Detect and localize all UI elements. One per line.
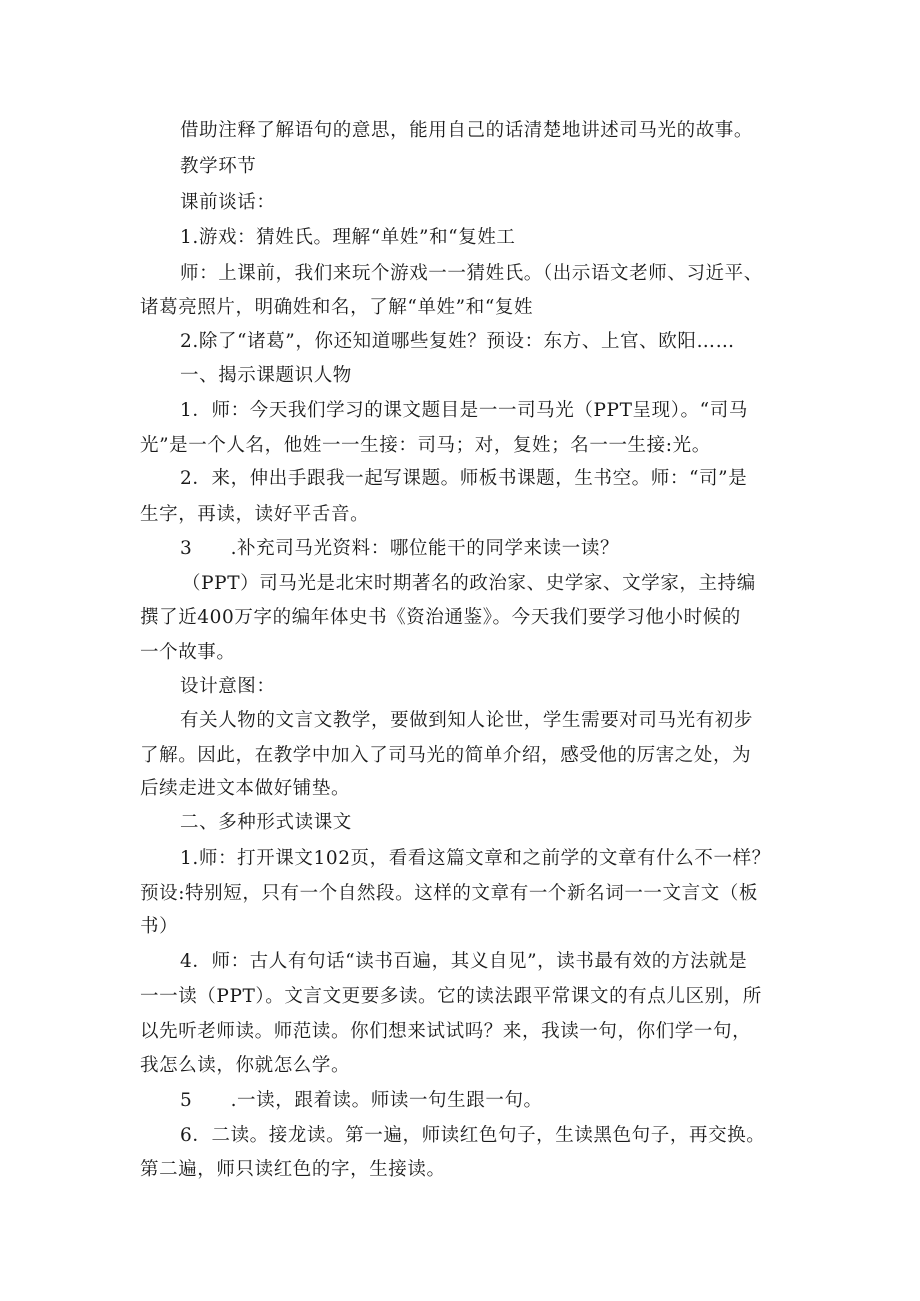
section-heading: 二、多种形式读课文	[180, 812, 352, 833]
paragraph-line: 6．二读。接龙读。第一遍，师读红色句子，生读黑色句子，再交换。	[180, 1125, 766, 1146]
paragraph-line: 课前谈话：	[180, 192, 276, 213]
paragraph-line: 了解。因此，在教学中加入了司马光的简单介绍，感受他的厉害之处，为	[140, 745, 752, 766]
paragraph-line: 生字，再读，读好平舌音。	[140, 504, 370, 525]
paragraph-line: 预设:特别短，只有一个自然段。这样的文章有一个新名词一一文言文（板	[140, 883, 759, 904]
paragraph-line: 2．来，伸出手跟我一起写课题。师板书课题，生书空。师：“司”是	[180, 468, 748, 489]
paragraph-line: 3 .补充司马光资料：哪位能干的同学来读一读？	[180, 538, 620, 559]
paragraph-line: 1.师：打开课文102页，看看这篇文章和之前学的文章有什么不一样？	[180, 848, 771, 869]
paragraph-line: 撰了近400万字的编年体史书《资治通鉴》。今天我们要学习他小时候的	[140, 607, 741, 628]
paragraph-line: （PPT）司马光是北宋时期著名的政治家、史学家、文学家，主持编	[182, 573, 756, 594]
paragraph-line: 1.游戏：猜姓氏。理解“单姓”和“复姓工	[180, 227, 516, 248]
paragraph-line: 师：上课前，我们来玩个游戏一一猜姓氏。（出示语文老师、习近平、	[180, 263, 763, 284]
paragraph-line: 后续走进文本做好铺垫。	[140, 778, 351, 799]
paragraph-line: 以先听老师读。师范读。你们想来试试吗？来，我读一句，你们学一句，	[140, 1021, 752, 1042]
paragraph-line: 有关人物的文言文教学，要做到知人论世，学生需要对司马光有初步	[180, 710, 754, 731]
paragraph-line: 我怎么读，你就怎么学。	[140, 1055, 351, 1076]
paragraph-line: 一个故事。	[140, 642, 236, 663]
paragraph-line: 1．师：今天我们学习的课文题目是一一司马光（PPT呈现）。“司马	[180, 400, 748, 421]
paragraph-line: 4．师：古人有句话“读书百遍，其义自见”，读书最有效的方法就是	[180, 951, 748, 972]
paragraph-line: 借助注释了解语句的意思，能用自己的话清楚地讲述司马光的故事。	[180, 120, 754, 141]
paragraph-line: 光”是一个人名，他姓一一生接：司马；对，复姓；名一一生接:光。	[140, 435, 711, 456]
section-heading: 教学环节	[180, 156, 257, 177]
paragraph-line: 一一读（PPT）。文言文更要多读。它的读法跟平常课文的有点儿区别，所	[140, 986, 762, 1007]
paragraph-line: 诸葛亮照片，明确姓和名，了解“单姓”和“复姓	[140, 297, 534, 318]
paragraph-line: 2.除了“诸葛”，你还知道哪些复姓？预设：东方、上官、欧阳……	[180, 331, 735, 352]
paragraph-line: 书）	[140, 916, 179, 937]
paragraph-line: 设计意图：	[180, 676, 276, 697]
section-heading: 一、揭示课题识人物	[180, 365, 352, 386]
paragraph-line: 第二遍，师只读红色的字，生接读。	[140, 1159, 446, 1180]
paragraph-line: 5 .一读，跟着读。师读一句生跟一句。	[180, 1090, 543, 1111]
